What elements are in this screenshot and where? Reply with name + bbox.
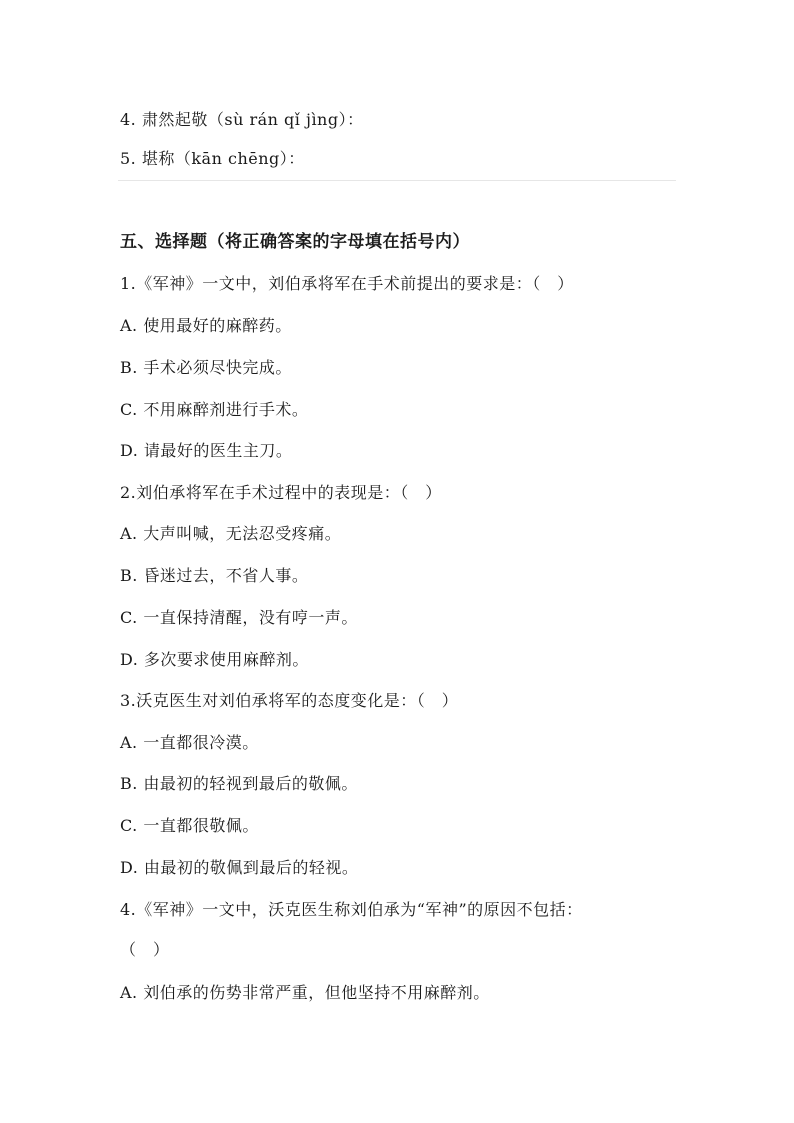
vocab-item-4: 4. 肃然起敬（sù rán qǐ jìng）： xyxy=(120,110,364,129)
question-1-stem: 1.《军神》一文中，刘伯承将军在手术前提出的要求是：（ ） xyxy=(120,274,574,293)
question-3-option-d: D. 由最初的敬佩到最后的轻视。 xyxy=(120,858,359,877)
question-1-option-d: D. 请最好的医生主刀。 xyxy=(120,441,293,460)
question-1-option-a: A. 使用最好的麻醉药。 xyxy=(120,316,292,335)
question-3-option-c: C. 一直都很敬佩。 xyxy=(120,816,259,835)
question-4-option-a: A. 刘伯承的伤势非常严重，但他坚持不用麻醉剂。 xyxy=(120,983,490,1002)
question-1-option-c: C. 不用麻醉剂进行手术。 xyxy=(120,400,309,419)
question-2-option-a: A. 大声叫喊，无法忍受疼痛。 xyxy=(120,524,342,543)
section-title: 五、选择题（将正确答案的字母填在括号内） xyxy=(120,232,470,252)
question-1-option-b: B. 手术必须尽快完成。 xyxy=(120,358,292,377)
question-3-stem: 3.沃克医生对刘伯承将军的态度变化是：（ ） xyxy=(120,691,459,710)
question-2-option-d: D. 多次要求使用麻醉剂。 xyxy=(120,650,309,669)
section-divider xyxy=(118,180,676,181)
question-3-option-b: B. 由最初的轻视到最后的敬佩。 xyxy=(120,774,358,793)
question-2-option-b: B. 昏迷过去，不省人事。 xyxy=(120,566,309,585)
question-4-answer-bracket: （ ） xyxy=(120,940,170,959)
vocab-item-5: 5. 堪称（kān chēng）： xyxy=(120,149,305,168)
question-2-stem: 2.刘伯承将军在手术过程中的表现是：（ ） xyxy=(120,483,442,502)
question-4-stem: 4.《军神》一文中，沃克医生称刘伯承为“军神”的原因不包括： xyxy=(120,900,583,919)
question-2-option-c: C. 一直保持清醒，没有哼一声。 xyxy=(120,608,358,627)
question-3-option-a: A. 一直都很冷漠。 xyxy=(120,733,259,752)
